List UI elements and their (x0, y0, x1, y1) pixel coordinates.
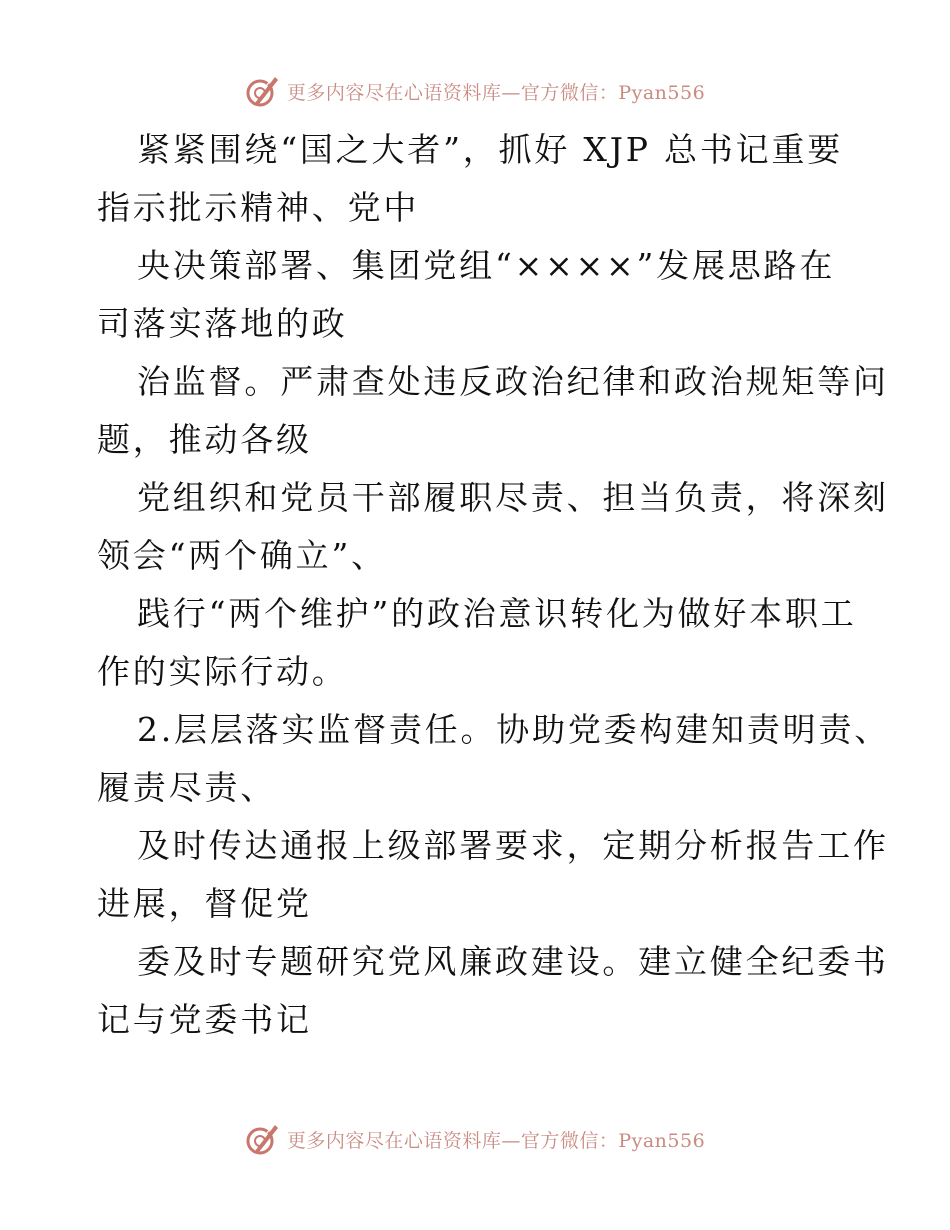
text-line: 治监督。严肃查处违反政治纪律和政治规矩等问 (137, 362, 889, 401)
quill-logo-icon (245, 73, 281, 109)
text-line: 作的实际行动。 (97, 652, 348, 691)
text-line: 履责尽责、 (97, 768, 276, 807)
text-line: 记与党委书记 (97, 1000, 312, 1039)
text-line: 指示批示精神、党中 (97, 188, 420, 227)
text-line: 委及时专题研究党风廉政建设。建立健全纪委书 (137, 942, 889, 981)
text-line: 党组织和党员干部履职尽责、担当负责，将深刻 (137, 478, 889, 517)
document-body (97, 121, 891, 1049)
watermark-header (0, 71, 950, 111)
text-line: 进展，督促党 (97, 884, 312, 923)
text-line: 2.层层落实监督责任。协助党委构建知责明责、 (137, 710, 891, 749)
watermark-text: 更多内容尽在心语资料库—官方微信：Pyan556 (286, 1129, 706, 1152)
text-line: 领会“两个确立”、 (97, 536, 387, 575)
quill-logo-icon (245, 1121, 281, 1157)
text-line: 央决策部署、集团党组“××××”发展思路在 (137, 246, 836, 285)
text-line: 践行“两个维护”的政治意识转化为做好本职工 (137, 594, 857, 633)
text-line: 紧紧围绕“国之大者”，抓好 XJP 总书记重要 (137, 130, 844, 169)
text-line: 司落实落地的政 (97, 304, 348, 343)
watermark-footer (0, 1119, 950, 1159)
watermark-text: 更多内容尽在心语资料库—官方微信：Pyan556 (286, 81, 706, 104)
text-line: 及时传达通报上级部署要求，定期分析报告工作 (137, 826, 889, 865)
text-line: 题，推动各级 (97, 420, 312, 459)
